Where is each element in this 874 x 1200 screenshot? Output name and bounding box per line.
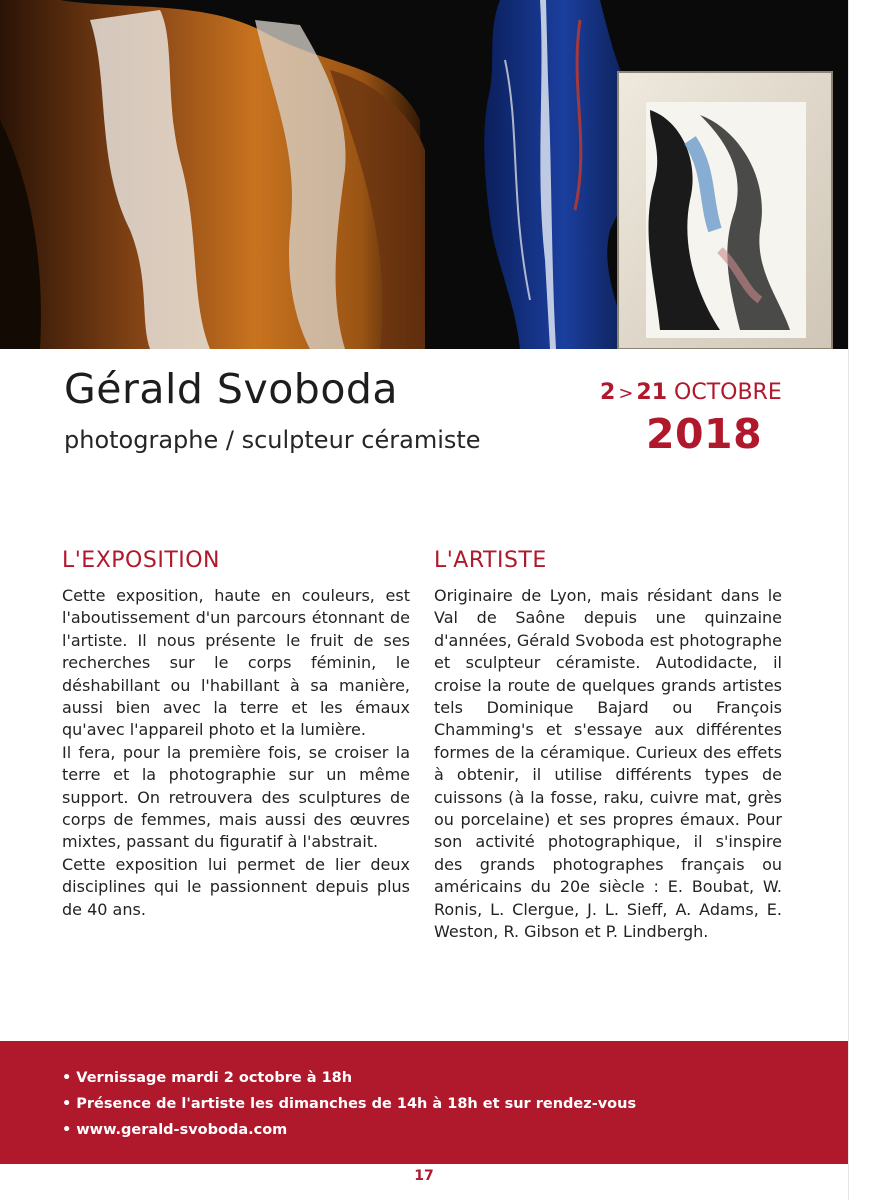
artist-paragraph: Originaire de Lyon, mais résidant dans le Val de Saône depuis une quinzaine d'années, Gérald Svoboda est photographe et sculpteur céramiste. Autodidacte, il croise la route de quelques grands artistes tels Dominique Bajard ou François Chamming's et s'essaye aux différentes formes de la céramique. Curieux des effets à obtenir, il utilise différents types de cuissons (à la fosse, raku, cuivre mat, grès ou porcelaine) et ses propres émaux. Pour son activité photographique, il s'inspire des grands photographes français ou américains du 20e siècle : E. Boubat, W. Ronis, L. Clergue, J. L. Sieff, A. Adams, E. Weston, R. Gibson et P. Lindbergh. [434, 586, 782, 942]
exhibition-paragraph: Cette exposition lui permet de lier deux disciplines qui le passionnent depuis plus de 40 ans. [62, 854, 410, 919]
date-separator: > [618, 383, 634, 404]
page-edge [848, 0, 874, 1200]
info-list [62, 1067, 636, 1145]
exhibition-paragraph: Il fera, pour la première fois, se croiser la terre et la photographie sur un même support. On retrouvera des sculptures de corps de femmes, mais aussi des œuvres mixtes, passant du figuratif à l'abstrait. [62, 742, 410, 852]
exhibition-heading: L'EXPOSITION [62, 548, 221, 573]
sculpture-artwork-image [0, 0, 848, 349]
artist-presence-info: • Présence de l'artiste les dimanches de 14h à 18h et sur rendez-vous [62, 1093, 636, 1119]
start-day: 2 [600, 380, 616, 405]
exhibition-paragraph: Cette exposition, haute en couleurs, est l'aboutissement d'un parcours étonnant de l'artiste. Il nous présente le fruit de ses recherches sur le corps féminin, le déshabillant ou l'habillant à sa manière, aussi bien avec la terre et les émaux qu'avec l'appareil photo et la lumière. [62, 586, 410, 740]
artist-heading: L'ARTISTE [434, 548, 547, 573]
artist-name-title: Gérald Svoboda [64, 365, 399, 413]
month: OCTOBRE [674, 380, 782, 405]
website-link[interactable]: • www.gerald-svoboda.com [62, 1119, 636, 1145]
year: 2018 [646, 410, 763, 458]
vernissage-info: • Vernissage mardi 2 octobre à 18h [62, 1067, 636, 1093]
exhibition-text [62, 585, 410, 921]
artist-subtitle: photographe / sculpteur céramiste [64, 426, 481, 454]
artist-text [434, 585, 782, 944]
hero-photo [0, 0, 848, 349]
page-number: 17 [414, 1168, 434, 1184]
date-range [600, 380, 782, 405]
end-day: 21 [636, 380, 668, 405]
